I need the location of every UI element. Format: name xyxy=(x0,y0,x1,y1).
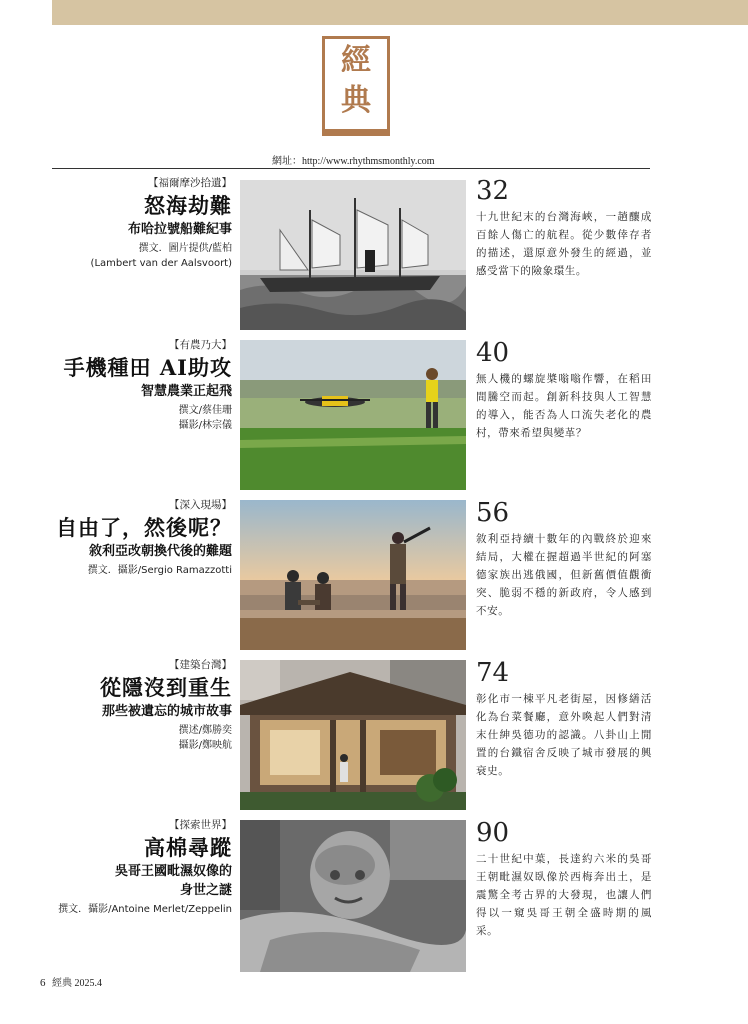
article-subtitle: 敘利亞改朝換代後的難題 xyxy=(88,544,232,559)
article-photo-ship[interactable] xyxy=(240,180,466,330)
article-title[interactable]: 怒海劫難 xyxy=(144,193,232,218)
article-subtitle: 那些被遺忘的城市故事 xyxy=(101,704,232,719)
column-tag: 【建築台灣】 xyxy=(169,659,232,671)
article-credit: (Lambert van der Aalsvoort) xyxy=(90,258,232,269)
article-credit: 撰文．圖片提供/藍柏 xyxy=(138,243,232,254)
article-title[interactable]: 自由了，然後呢？ xyxy=(56,515,232,540)
logo-char-1: 經 xyxy=(341,43,371,78)
article-credit: 撰述/鄭勝奕 xyxy=(178,725,232,736)
article-credit: 撰文．攝影/Sergio Ramazzotti xyxy=(87,565,232,576)
column-tag: 【福爾摩沙拾遺】 xyxy=(148,177,232,189)
article-subtitle: 布哈拉號船難紀事 xyxy=(127,222,232,237)
page-number[interactable]: 56 xyxy=(476,498,510,528)
article-summary: 無人機的螺旋槳嗡嗡作響，在稻田間騰空而起。創新科技與人工智慧的導入，能否為人口流失老化的農村，帶來希望與變革？ xyxy=(476,373,652,439)
article-summary: 彰化市一棟平凡老街屋，因修繕活化為台菜餐廳，意外喚起人們對清末仕紳吳德功的認識。八卦山上閒置的台鐵宿舍反映了城市發展的興衰史。 xyxy=(476,693,652,777)
article-credit: 撰文/蔡佳珊 xyxy=(178,405,232,416)
column-tag: 【有農乃大】 xyxy=(169,339,232,351)
article-title[interactable]: 手機種田 AI助攻 xyxy=(63,355,232,380)
article-subtitle: 身世之謎 xyxy=(179,883,232,898)
article-photo-house[interactable] xyxy=(240,660,466,810)
article-summary: 十九世紀末的台灣海峽，一趟釀成百餘人傷亡的航程。從少數倖存者的描述，還原意外發生的經過，並感受當下的險象環生。 xyxy=(476,211,652,277)
logo-underline xyxy=(322,132,390,136)
magazine-logo xyxy=(322,36,390,132)
website-url[interactable]: 網址：http://www.rhythmsmonthly.com xyxy=(272,156,435,167)
article-title[interactable]: 從隱沒到重生 xyxy=(100,675,232,700)
folio-number: 6 xyxy=(40,977,46,989)
page-number[interactable]: 40 xyxy=(476,338,510,368)
article-subtitle: 吳哥王國毗濕奴像的 xyxy=(114,864,232,879)
article-photo-vishnu[interactable] xyxy=(240,820,466,972)
column-tag: 【深入現場】 xyxy=(169,499,232,511)
article-photo-drone[interactable] xyxy=(240,340,466,490)
article-summary: 二十世紀中葉，長達約六米的吳哥王朝毗濕奴臥像於西梅奔出土，是震驚全考古界的大發現，也讓人們得以一窺吳哥王朝全盛時期的風采。 xyxy=(476,853,652,937)
page-number[interactable]: 90 xyxy=(476,818,510,848)
article-credit: 撰文．攝影/Antoine Merlet/Zeppelin xyxy=(58,904,232,915)
page-number[interactable]: 74 xyxy=(476,658,510,688)
folio-text: 經典 2025.4 xyxy=(52,978,102,989)
page-footer xyxy=(40,974,102,989)
header-rule xyxy=(52,168,650,169)
top-color-band xyxy=(52,0,748,25)
article-title[interactable]: 高棉尋蹤 xyxy=(144,835,232,860)
article-credit: 攝影/鄭映航 xyxy=(178,740,232,751)
column-tag: 【探索世界】 xyxy=(169,819,232,831)
article-subtitle: 智慧農業正起飛 xyxy=(140,384,232,399)
article-summary: 敘利亞持續十數年的內戰終於迎來結局，大權在握超過半世紀的阿塞德家族出逃俄國，但新舊價值觀衝突、脆弱不穩的新政府，令人感到不安。 xyxy=(476,533,652,617)
article-credit: 攝影/林宗儀 xyxy=(178,420,232,431)
logo-char-2: 典 xyxy=(341,83,371,118)
page-number[interactable]: 32 xyxy=(476,176,510,206)
article-photo-syria[interactable] xyxy=(240,500,466,650)
